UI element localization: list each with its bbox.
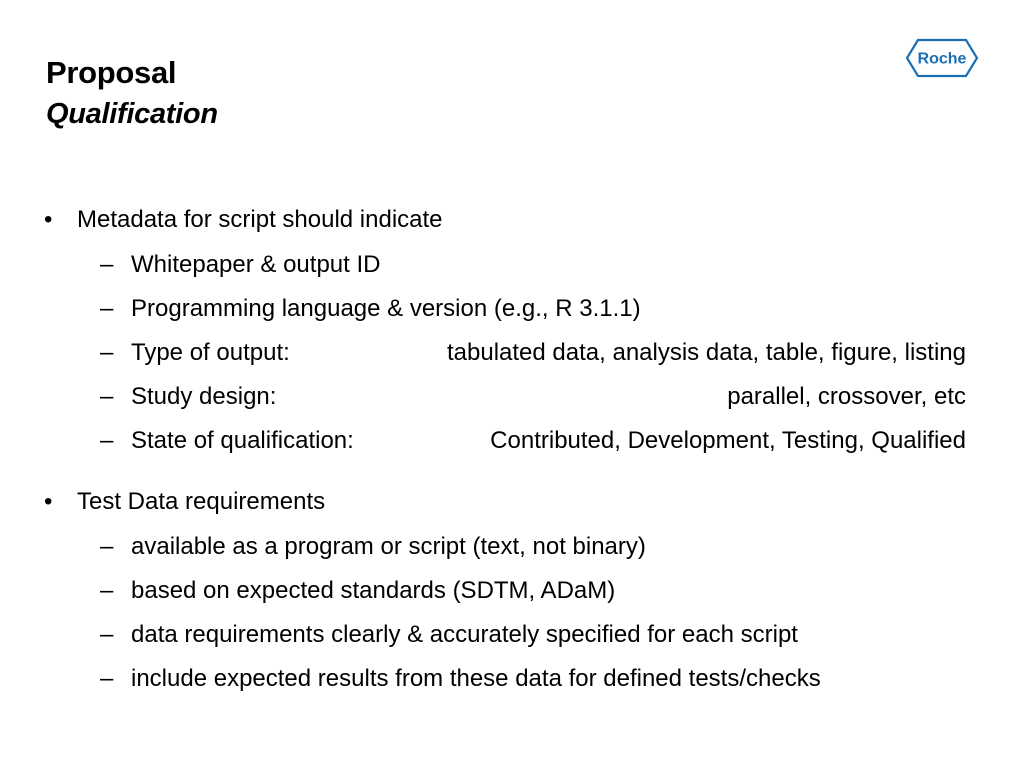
dash-marker: –	[100, 339, 114, 366]
dash-marker: –	[100, 383, 114, 410]
dash-marker: –	[100, 427, 114, 454]
slide-title: Proposal	[46, 55, 177, 90]
sub-item-language: Programming language & version (e.g., R 3.1.1)	[131, 295, 641, 322]
sub-item-standards: based on expected standards (SDTM, ADaM)	[131, 577, 616, 604]
sub-item-qualification-label: State of qualification:	[131, 427, 354, 454]
sub-item-available: available as a program or script (text, not binary)	[131, 533, 646, 560]
dash-marker: –	[100, 665, 114, 692]
bullet-marker: •	[44, 488, 53, 515]
sub-item-study-design-label: Study design:	[131, 383, 277, 410]
sub-item-study-design-value: parallel, crossover, etc	[727, 383, 966, 410]
bullet-metadata: Metadata for script should indicate	[77, 206, 443, 233]
dash-marker: –	[100, 295, 114, 322]
slide-subtitle: Qualification	[46, 98, 218, 130]
bullet-test-data: Test Data requirements	[77, 488, 326, 515]
bullet-marker: •	[44, 206, 53, 233]
sub-item-qualification-value: Contributed, Development, Testing, Qualified	[490, 427, 966, 454]
roche-logo	[905, 38, 979, 78]
sub-item-output-type-label: Type of output:	[131, 339, 290, 366]
dash-marker: –	[100, 577, 114, 604]
dash-marker: –	[100, 251, 114, 278]
sub-item-expected-results: include expected results from these data for defined tests/checks	[131, 665, 821, 692]
dash-marker: –	[100, 533, 114, 560]
sub-item-data-requirements: data requirements clearly & accurately specified for each script	[131, 621, 798, 648]
roche-logo-icon	[905, 38, 979, 78]
dash-marker: –	[100, 621, 114, 648]
svg-text:Roche: Roche	[917, 50, 967, 68]
sub-item-whitepaper: Whitepaper & output ID	[131, 251, 381, 278]
sub-item-output-type-value: tabulated data, analysis data, table, figure, listing	[447, 339, 966, 366]
